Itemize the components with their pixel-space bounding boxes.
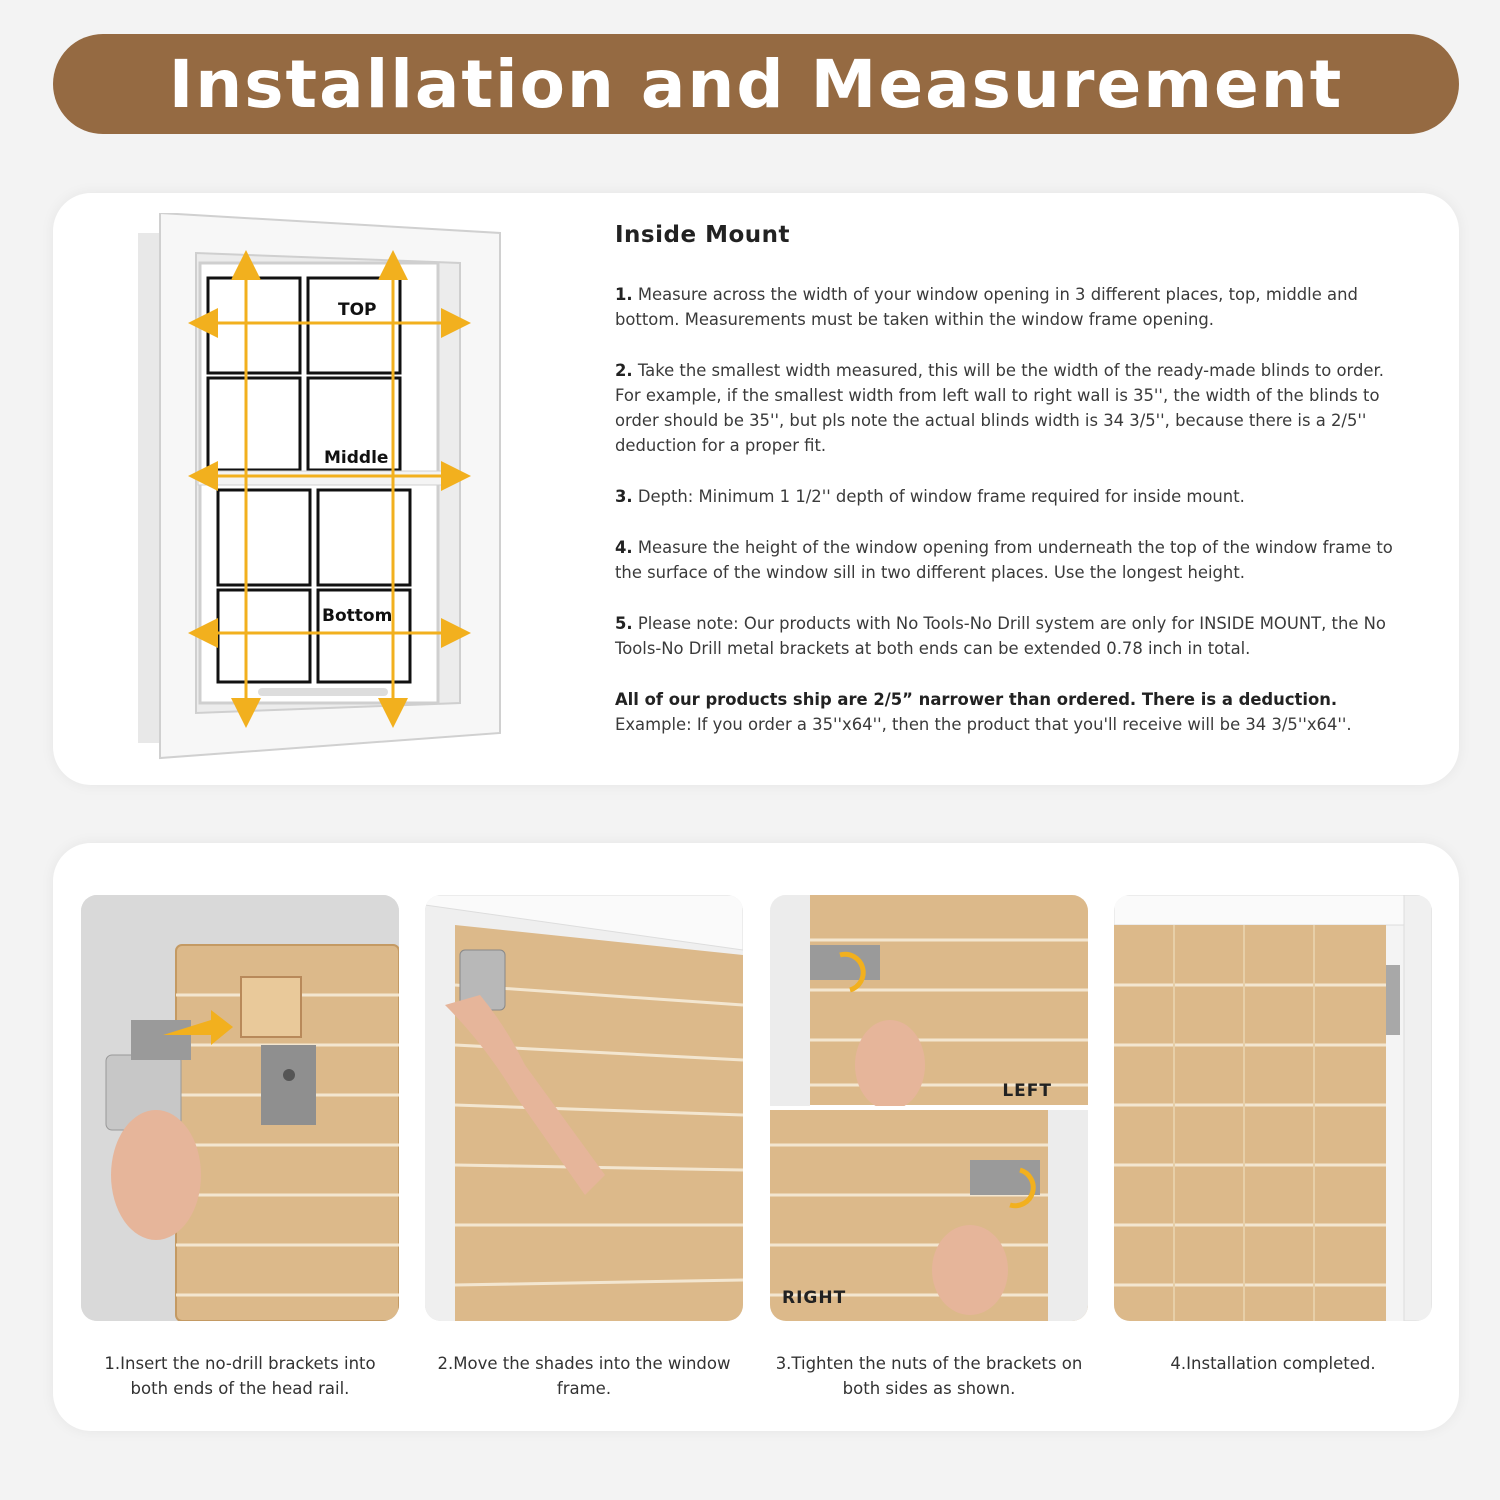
step-text: Measure the height of the window opening from underneath the top of the window frame to the surface of the window sill in two different places. Use the longest height. (615, 538, 1393, 582)
diagram-top-label: TOP (338, 300, 377, 320)
step-3-caption: 3.Tighten the nuts of the brackets on both sides as shown. (775, 1354, 1083, 1398)
instruction-step (615, 611, 1405, 661)
diagram-bottom-label: Bottom (322, 606, 393, 626)
diagram-middle-label: Middle (324, 448, 389, 468)
install-step-2 (425, 895, 743, 1401)
step-text: Depth: Minimum 1 1/2'' depth of window frame required for inside mount. (637, 487, 1245, 506)
inside-mount-heading: Inside Mount (615, 222, 791, 248)
install-step-4 (1114, 895, 1432, 1376)
title-banner (53, 34, 1459, 134)
step-2-caption: 2.Move the shades into the window frame. (437, 1354, 731, 1398)
measurement-card (53, 193, 1459, 785)
installation-steps-card (53, 843, 1459, 1431)
page-title: Installation and Measurement (168, 45, 1344, 123)
right-side-label: RIGHT (782, 1288, 847, 1308)
step-text: Please note: Our products with No Tools-No Drill system are only for INSIDE MOUNT, the No Tools-No Drill metal brackets at both ends can be extended 0.78 inch in total. (615, 614, 1386, 658)
window-measurement-diagram (138, 213, 518, 763)
instruction-step (615, 535, 1405, 585)
step-number: 2. (615, 361, 633, 380)
install-step-1 (81, 895, 399, 1401)
deduction-example: Example: If you order a 35''x64'', then the product that you'll receive will be 34 3/5''x64''. (615, 715, 1352, 734)
inside-mount-instructions (615, 223, 1405, 763)
deduction-note (615, 687, 1405, 737)
step-text: Take the smallest width measured, this will be the width of the ready-made blinds to order. For example, if the smallest width from left wall to right wall is 35'', the width of the blinds to order should be 35'', but pls note the actual blinds width is 34 3/5'', because there is a 2/5'' deduction for a proper fit. (615, 361, 1384, 455)
step-1-photo (81, 895, 399, 1321)
step-4-photo (1114, 895, 1432, 1321)
step-2-photo (425, 895, 743, 1321)
step-number: 5. (615, 614, 633, 633)
instruction-step (615, 484, 1405, 509)
left-side-label: LEFT (1002, 1081, 1052, 1101)
step-4-caption: 4.Installation completed. (1170, 1354, 1376, 1373)
step-number: 3. (615, 487, 633, 506)
step-number: 4. (615, 538, 633, 557)
step-3-photo (770, 895, 1088, 1321)
instruction-step (615, 282, 1405, 332)
step-number: 1. (615, 285, 633, 304)
install-step-3 (770, 895, 1088, 1401)
step-1-caption: 1.Insert the no-drill brackets into both ends of the head rail. (104, 1354, 376, 1398)
instruction-step (615, 358, 1405, 458)
step-text: Measure across the width of your window opening in 3 different places, top, middle and bottom. Measurements must be taken within the window frame opening. (615, 285, 1358, 329)
deduction-note-bold: All of our products ship are 2/5” narrower than ordered. There is a deduction. (615, 690, 1338, 709)
